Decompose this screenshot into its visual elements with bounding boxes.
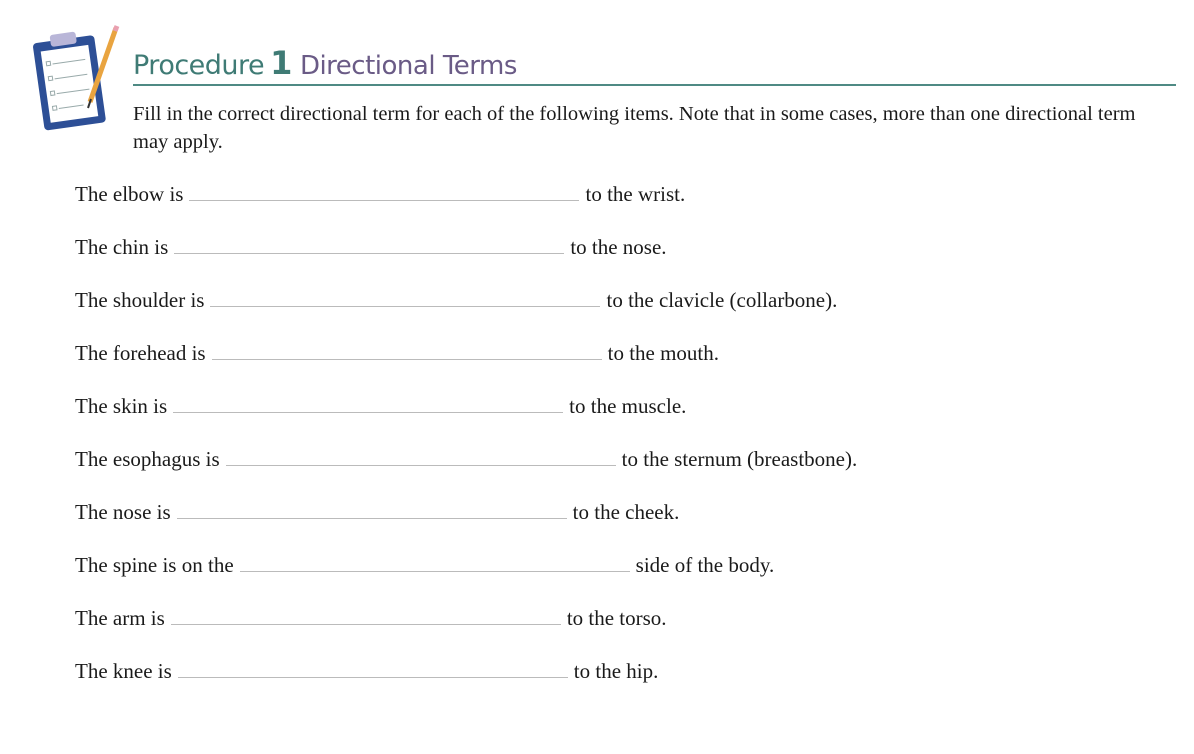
answer-blank[interactable] xyxy=(210,286,600,307)
answer-blank[interactable] xyxy=(171,604,561,625)
item-suffix: to the hip. xyxy=(573,659,659,683)
list-item xyxy=(75,339,857,392)
procedure-number: 1 xyxy=(270,44,292,82)
answer-blank[interactable] xyxy=(189,180,579,201)
item-prefix: The esophagus is xyxy=(75,447,220,471)
list-item xyxy=(75,445,857,498)
list-item xyxy=(75,657,857,710)
item-suffix: to the nose. xyxy=(570,235,667,259)
item-prefix: The elbow is xyxy=(75,182,184,206)
item-prefix: The forehead is xyxy=(75,341,206,365)
item-prefix: The skin is xyxy=(75,394,168,418)
list-item xyxy=(75,233,857,286)
item-suffix: to the torso. xyxy=(566,606,667,630)
list-item xyxy=(75,286,857,339)
list-item xyxy=(75,604,857,657)
instructions: Fill in the correct directional term for each of the following items. Note that in some cases, more than one directional term may apply. xyxy=(133,103,1136,153)
procedure-label: Procedure xyxy=(133,50,265,81)
list-item xyxy=(75,551,857,604)
item-prefix: The nose is xyxy=(75,500,171,524)
item-prefix: The chin is xyxy=(75,235,169,259)
title-divider xyxy=(133,84,1176,86)
answer-blank[interactable] xyxy=(240,551,630,572)
item-prefix: The shoulder is xyxy=(75,288,205,312)
answer-blank[interactable] xyxy=(177,498,567,519)
answer-blank[interactable] xyxy=(173,392,563,413)
item-prefix: The arm is xyxy=(75,606,165,630)
answer-blank[interactable] xyxy=(178,657,568,678)
item-suffix: to the wrist. xyxy=(585,182,686,206)
procedure-title xyxy=(133,44,517,82)
item-prefix: The knee is xyxy=(75,659,172,683)
answer-blank[interactable] xyxy=(212,339,602,360)
list-item xyxy=(75,392,857,445)
answer-blank[interactable] xyxy=(226,445,616,466)
clipboard-pencil-icon xyxy=(30,20,125,135)
item-suffix: to the mouth. xyxy=(607,341,720,365)
item-suffix: side of the body. xyxy=(635,553,775,577)
list-item xyxy=(75,180,857,233)
list-item xyxy=(75,498,857,551)
item-suffix: to the clavicle (collarbone). xyxy=(606,288,838,312)
fill-in-list xyxy=(75,180,857,710)
item-suffix: to the sternum (breastbone). xyxy=(621,447,858,471)
item-suffix: to the muscle. xyxy=(569,394,687,418)
item-suffix: to the cheek. xyxy=(572,500,680,524)
answer-blank[interactable] xyxy=(174,233,564,254)
section-title: Directional Terms xyxy=(299,51,517,81)
item-prefix: The spine is on the xyxy=(75,553,234,577)
